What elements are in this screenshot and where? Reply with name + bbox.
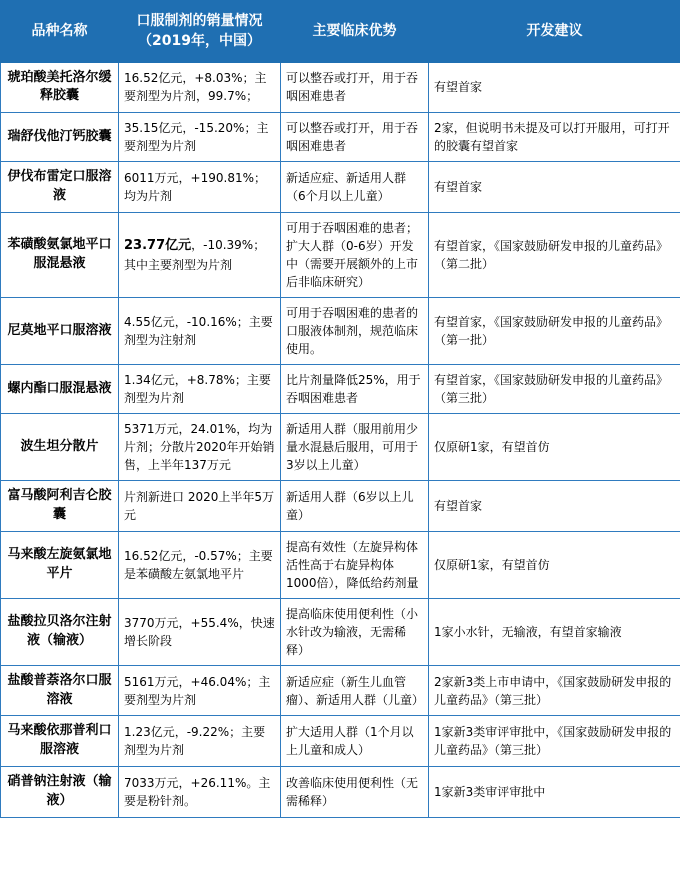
column-header-advantage <box>281 1 429 63</box>
cell-sales: 16.52亿元，+8.03%；主要剂型为片剂，99.7%； <box>119 62 281 113</box>
cell-advantage: 提高临床使用便利性（小水针改为输液，无需稀释） <box>281 598 429 665</box>
cell-suggestion: 1家新3类审评审批中 <box>429 767 680 818</box>
cell-sales: 4.55亿元，-10.16%；主要剂型为注射剂 <box>119 297 281 364</box>
cell-name: 螺内酯口服混悬液 <box>1 364 119 413</box>
cell-suggestion: 1家新3类审评审批中，《国家鼓励研发申报的儿童药品》（第三批） <box>429 716 680 767</box>
cell-advantage: 改善临床使用便利性（无需稀释） <box>281 767 429 818</box>
column-header-name <box>1 1 119 63</box>
cell-sales: 5161万元，+46.04%；主要剂型为片剂 <box>119 665 281 716</box>
cell-advantage: 可以整吞或打开，用于吞咽困难患者 <box>281 62 429 113</box>
table-header <box>1 1 680 63</box>
table-row <box>1 531 680 598</box>
cell-name: 伊伐布雷定口服溶液 <box>1 162 119 213</box>
cell-advantage: 扩大适用人群（1个月以上儿童和成人） <box>281 716 429 767</box>
table-row <box>1 113 680 162</box>
column-header-suggestion-line1: 开发建议 <box>526 23 583 40</box>
table-row <box>1 598 680 665</box>
cell-name: 马来酸左旋氨氯地平片 <box>1 531 119 598</box>
cell-suggestion: 2家，但说明书未提及可以打开服用，可打开的胶囊有望首家 <box>429 113 680 162</box>
column-header-name-line1: 品种名称 <box>31 23 88 40</box>
table-row <box>1 62 680 113</box>
cell-suggestion: 有望首家 <box>429 480 680 531</box>
table-body <box>1 62 680 817</box>
cell-name: 盐酸普萘洛尔口服溶液 <box>1 665 119 716</box>
cell-suggestion: 仅原研1家，有望首仿 <box>429 531 680 598</box>
cell-advantage: 新适应症、新适用人群（6个月以上儿童） <box>281 162 429 213</box>
cell-advantage: 可用于吞咽困难的患者的口服液体制剂，规范临床使用。 <box>281 297 429 364</box>
column-header-sales <box>119 1 281 63</box>
cell-sales-highlight: 23.77亿元 <box>124 238 192 254</box>
cell-sales: 1.23亿元，-9.22%；主要剂型为片剂 <box>119 716 281 767</box>
table-row <box>1 297 680 364</box>
cell-advantage: 可用于吞咽困难的患者；扩大人群（0-6岁）开发中（需要开展额外的上市后非临床研究） <box>281 212 429 297</box>
cell-suggestion: 有望首家 <box>429 62 680 113</box>
cell-name: 马来酸依那普利口服溶液 <box>1 716 119 767</box>
cell-sales: 1.34亿元，+8.78%；主要剂型为片剂 <box>119 364 281 413</box>
cell-name: 盐酸拉贝洛尔注射液（输液） <box>1 598 119 665</box>
column-header-advantage-line1: 主要临床优势 <box>312 23 397 40</box>
cell-advantage: 新适应症（新生儿血管瘤）、新适用人群（儿童） <box>281 665 429 716</box>
cell-name: 尼莫地平口服溶液 <box>1 297 119 364</box>
cell-suggestion: 有望首家，《国家鼓励研发申报的儿童药品》（第一批） <box>429 297 680 364</box>
cell-sales: 35.15亿元，-15.20%；主要剂型为片剂 <box>119 113 281 162</box>
cell-advantage: 提高有效性（左旋异构体活性高于右旋异构体1000倍），降低给药剂量 <box>281 531 429 598</box>
table-row <box>1 162 680 213</box>
cell-sales: 3770万元，+55.4%，快速增长阶段 <box>119 598 281 665</box>
table-header-row <box>1 1 680 63</box>
cell-suggestion: 有望首家 <box>429 162 680 213</box>
cell-name: 硝普钠注射液（输液） <box>1 767 119 818</box>
cell-sales: 16.52亿元，-0.57%；主要是苯磺酸左氨氯地平片 <box>119 531 281 598</box>
cell-sales: 5371万元，24.01%，均为片剂；分散片2020年开始销售，上半年137万元 <box>119 413 281 480</box>
column-header-suggestion <box>429 1 680 63</box>
cell-suggestion: 1家小水针，无输液，有望首家输液 <box>429 598 680 665</box>
cell-suggestion: 有望首家，《国家鼓励研发申报的儿童药品》（第三批） <box>429 364 680 413</box>
table-row <box>1 413 680 480</box>
cell-name: 苯磺酸氨氯地平口服混悬液 <box>1 212 119 297</box>
cell-advantage: 比片剂量降低25%，用于吞咽困难患者 <box>281 364 429 413</box>
cell-advantage: 新适用人群（服用前用少量水混悬后服用，可用于3岁以上儿童） <box>281 413 429 480</box>
cell-sales: 片剂新进口 2020上半年5万元 <box>119 480 281 531</box>
cell-suggestion: 仅原研1家，有望首仿 <box>429 413 680 480</box>
cell-name: 富马酸阿利吉仑胶囊 <box>1 480 119 531</box>
cell-suggestion: 有望首家，《国家鼓励研发申报的儿童药品》（第二批） <box>429 212 680 297</box>
table-row <box>1 480 680 531</box>
table-row <box>1 716 680 767</box>
cell-sales: 6011万元，+190.81%；均为片剂 <box>119 162 281 213</box>
column-header-sales-line1: 口服制剂的销量情况 <box>136 13 263 29</box>
cell-name: 波生坦分散片 <box>1 413 119 480</box>
cell-sales-rest: ，-10.39%；其中主要剂型为片剂 <box>124 238 266 272</box>
cell-advantage: 可以整吞或打开，用于吞咽困难患者 <box>281 113 429 162</box>
cell-suggestion: 2家新3类上市申请中，《国家鼓励研发申报的儿童药品》（第三批） <box>429 665 680 716</box>
cell-sales: 7033万元，+26.11%。主要是粉针剂。 <box>119 767 281 818</box>
cell-name: 琥珀酸美托洛尔缓释胶囊 <box>1 62 119 113</box>
cell-sales <box>119 212 281 297</box>
table-row <box>1 212 680 297</box>
table-row <box>1 665 680 716</box>
table-row <box>1 767 680 818</box>
table-row <box>1 364 680 413</box>
cell-name: 瑞舒伐他汀钙胶囊 <box>1 113 119 162</box>
cell-advantage: 新适用人群（6岁以上儿童） <box>281 480 429 531</box>
column-header-sales-line2: （2019年，中国） <box>138 33 261 50</box>
